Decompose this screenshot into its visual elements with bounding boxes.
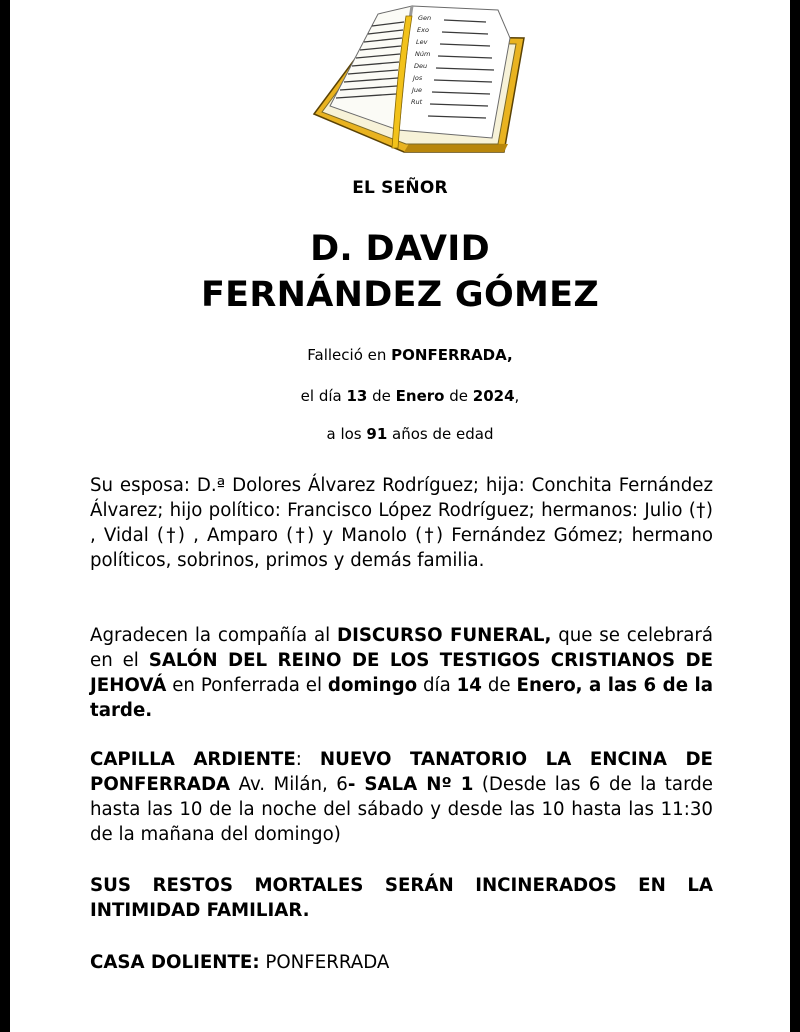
- funeral-text-1: Agradecen la compañía al: [90, 625, 337, 646]
- chapel-paragraph: [90, 747, 713, 847]
- book-tab-8: Rut: [411, 98, 423, 106]
- book-tab-6: Jos: [413, 74, 423, 82]
- funeral-text-4: día: [417, 675, 457, 696]
- family-paragraph: Su esposa: D.ª Dolores Álvarez Rodríguez; hija: Conchita Fernández Álvarez; hijo político: Francisco López Rodríguez; hermanos: Julio (†) , Vidal (†) , Amparo (†) y Manolo (†) Fernández Gómez; hermano políticos, sobrinos, primos y demás familia.: [90, 475, 713, 571]
- funeral-text-2: que se celebrará en el: [90, 625, 713, 671]
- book-right-page: [398, 6, 510, 138]
- book-tab-3: Lev: [416, 38, 428, 46]
- age-prefix: a los: [326, 425, 362, 443]
- age-line: [10, 425, 800, 443]
- death-place-line: [10, 346, 800, 364]
- right-border: [790, 0, 800, 1032]
- death-de-2: de: [449, 387, 469, 405]
- funeral-bold-1: DISCURSO FUNERAL,: [336, 625, 552, 646]
- funeral-venue: SALÓN DEL REINO DE LOS TESTIGOS CRISTIANOS DE JEHOVÁ: [90, 650, 713, 696]
- death-day-prefix: el día: [300, 387, 342, 405]
- age-suffix: años de edad: [392, 425, 494, 443]
- death-date-line: [10, 387, 800, 405]
- funeral-paragraph: [90, 623, 713, 723]
- death-year: 2024: [472, 387, 515, 405]
- funeral-weekday: domingo: [327, 675, 418, 696]
- open-book-illustration: [308, 2, 530, 154]
- book-tab-5: Deu: [414, 62, 428, 70]
- death-date-comma: ,: [514, 387, 520, 405]
- title-el-senor: EL SEÑOR: [352, 178, 448, 198]
- death-day: 13: [346, 387, 368, 405]
- funeral-time: Enero, a las 6 de la tarde.: [90, 675, 713, 721]
- chapel-room: - SALA Nº 1: [347, 774, 474, 795]
- deceased-name-line1: D. DAVID: [310, 229, 490, 269]
- chapel-label: CAPILLA ARDIENTE: [90, 749, 296, 770]
- chapel-venue: NUEVO TANATORIO LA ENCINA DE PONFERRADA: [90, 749, 713, 795]
- book-tab-4: Núm: [415, 50, 431, 58]
- chapel-hours: (Desde las 6 de la tarde hasta las 10 de la noche del sábado y desde las 10 hasta las 11:30 de la mañana del domingo): [90, 774, 713, 845]
- death-place: PONFERRADA,: [391, 346, 513, 364]
- house-label: CASA DOLIENTE:: [90, 952, 260, 973]
- funeral-day: 14: [456, 675, 482, 696]
- book-tab-1: Gen: [418, 14, 432, 22]
- chapel-colon: :: [295, 749, 320, 770]
- age-value: 91: [366, 425, 388, 443]
- funeral-text-3: en Ponferrada el: [166, 675, 328, 696]
- death-de-1: de: [372, 387, 391, 405]
- death-month: Enero: [395, 387, 445, 405]
- death-place-prefix: Falleció en: [307, 346, 387, 364]
- house-paragraph: [90, 950, 713, 975]
- remains-paragraph: [90, 873, 713, 923]
- left-border: [0, 0, 10, 1032]
- remains-text: SUS RESTOS MORTALES SERÁN INCINERADOS EN LA INTIMIDAD FAMILIAR.: [90, 875, 713, 921]
- book-tab-2: Exo: [417, 26, 429, 34]
- chapel-address: Av. Milán, 6: [230, 774, 348, 795]
- funeral-text-5: de: [481, 675, 517, 696]
- deceased-name: [0, 226, 800, 318]
- book-tab-7: Jue: [412, 86, 423, 94]
- deceased-name-line2: FERNÁNDEZ GÓMEZ: [200, 275, 600, 315]
- house-value: PONFERRADA: [259, 952, 390, 973]
